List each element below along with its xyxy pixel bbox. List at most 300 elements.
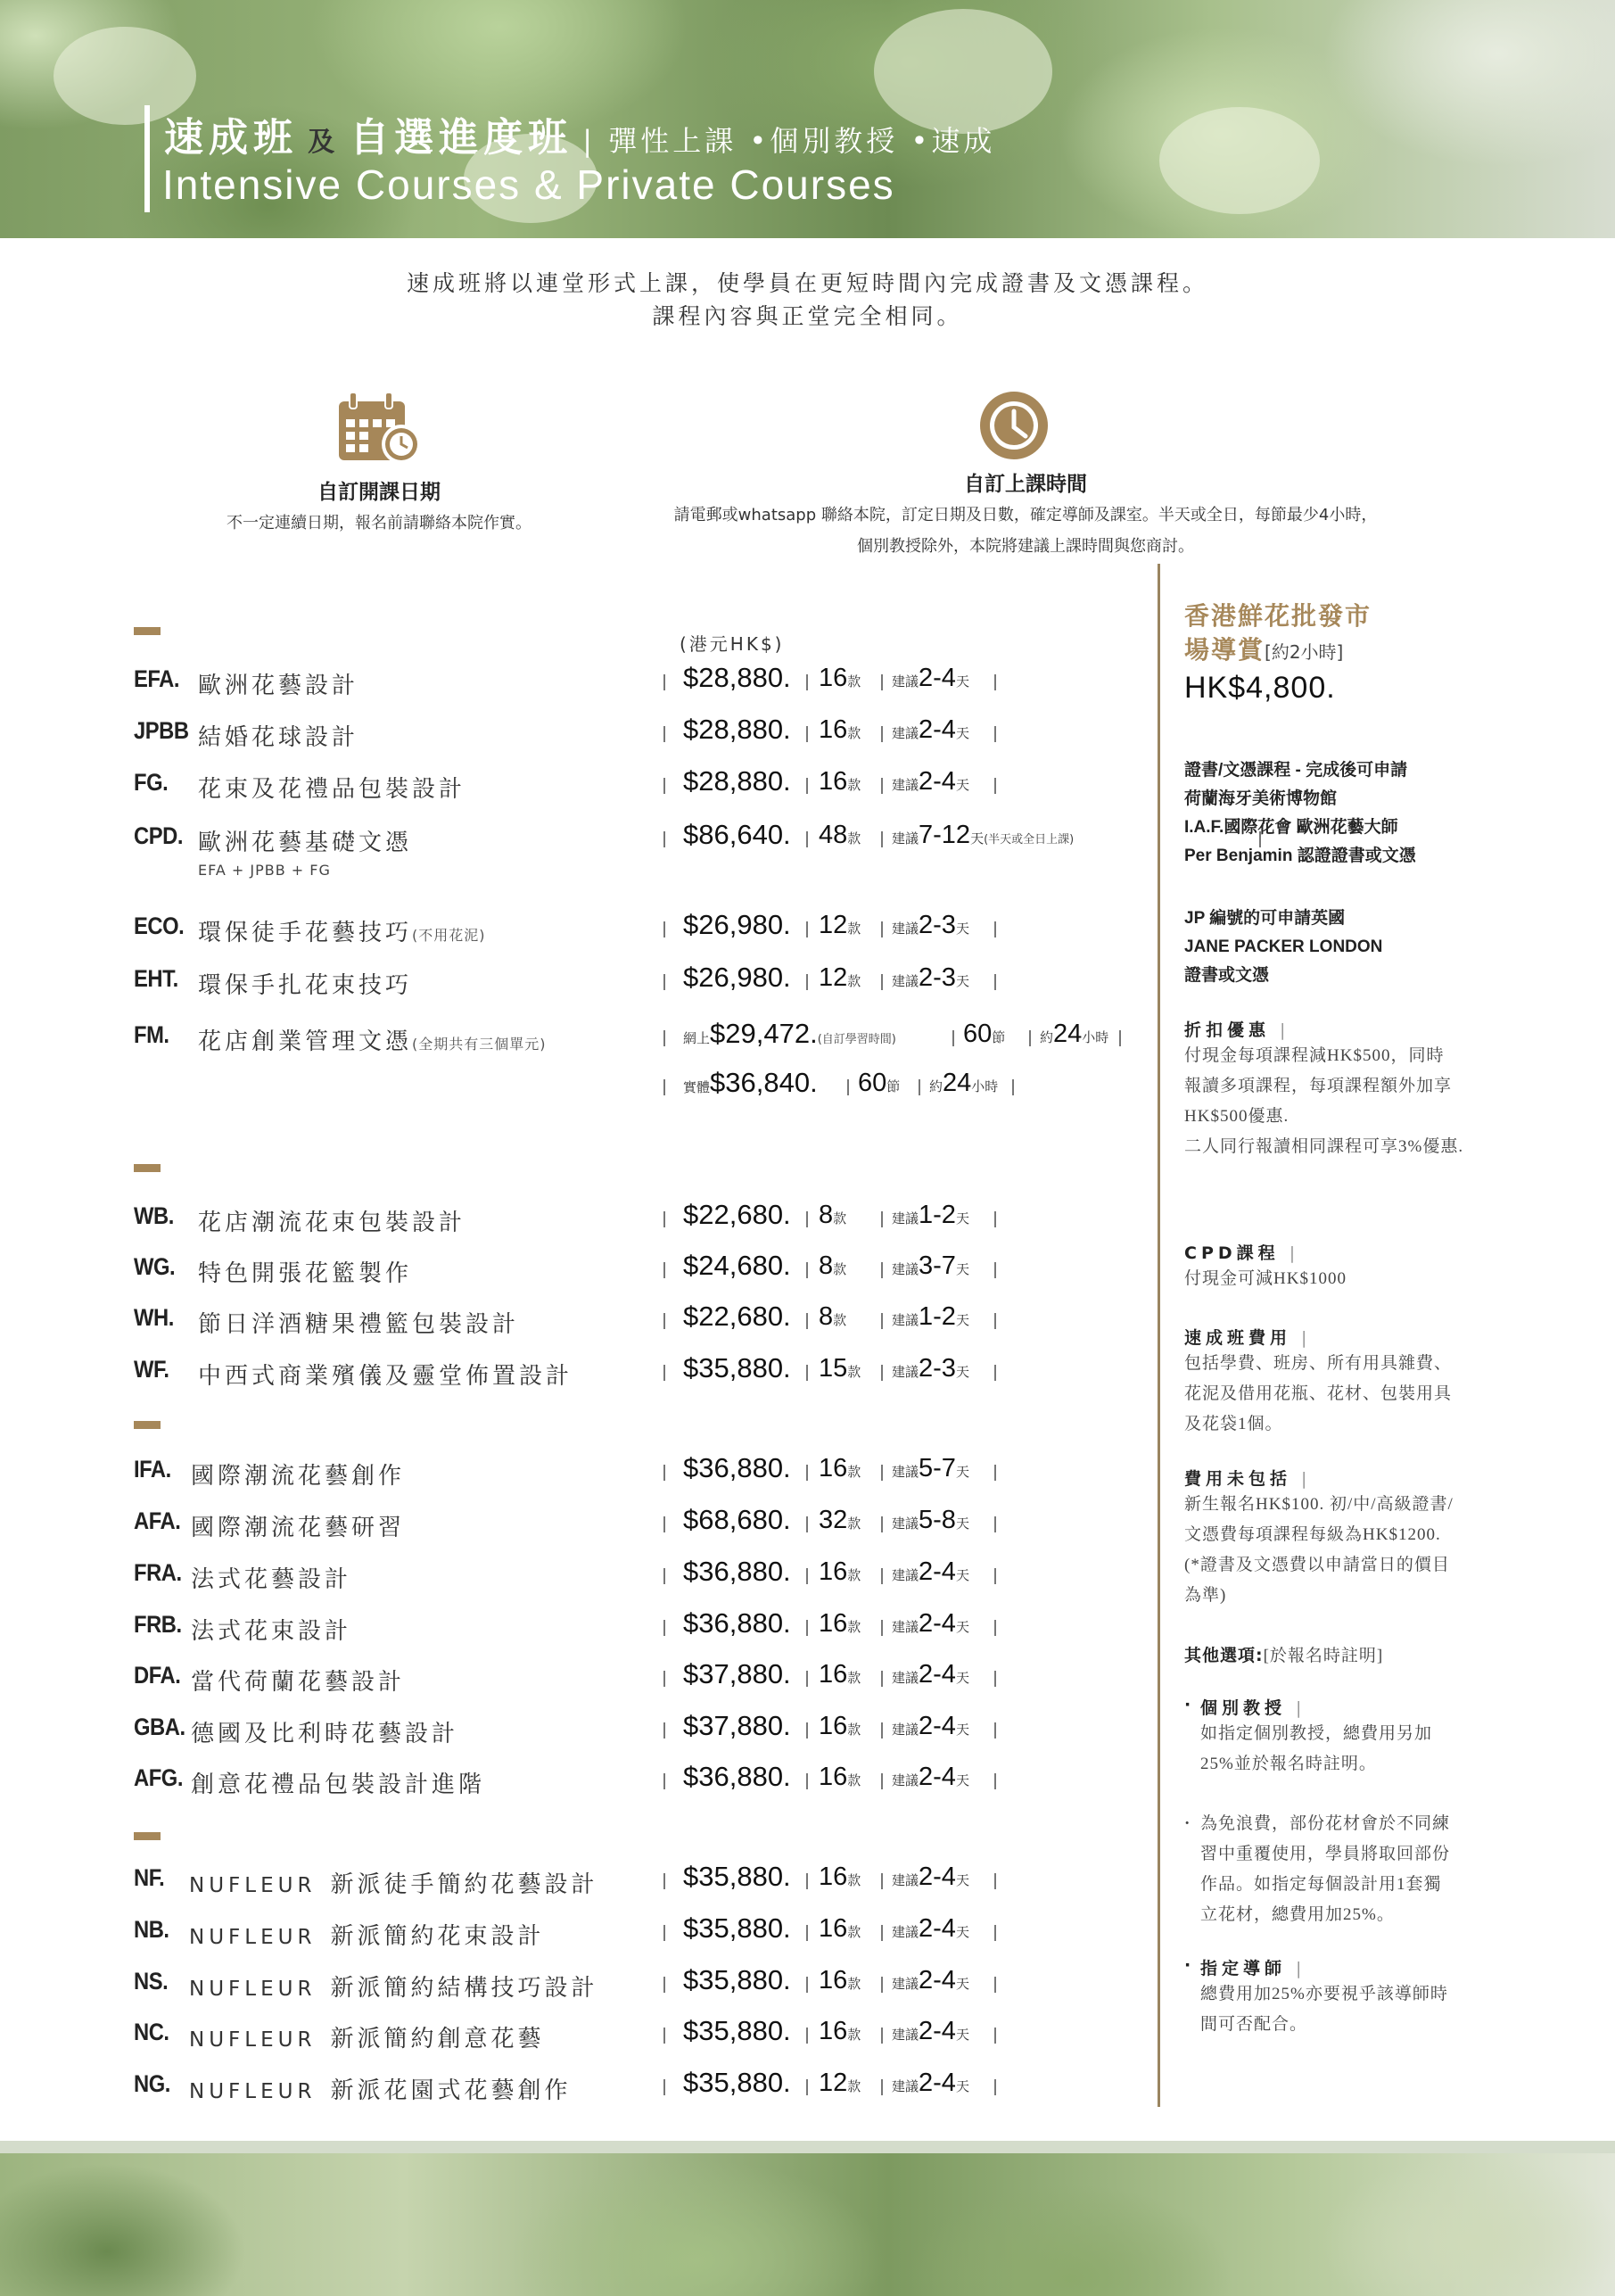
separator xyxy=(952,1030,954,1046)
pieces-value: 16 xyxy=(819,1660,848,1689)
fm-physical-price xyxy=(683,1067,818,1099)
suggest-label: 建議 xyxy=(892,1976,919,1992)
section-marker xyxy=(134,1164,161,1172)
course-price: $26,980. xyxy=(683,909,791,940)
course-note: (不用花泥) xyxy=(412,927,486,944)
course-pieces xyxy=(819,1251,846,1281)
course-days xyxy=(892,1660,969,1689)
days-value: 2-4 xyxy=(919,2017,956,2045)
excluded-line: 新生報名HK$100. 初/中/高級證書/ xyxy=(1184,1495,1454,1514)
course-code: FRB. xyxy=(134,1611,182,1638)
cert-line: 證書/文憑課程 - 完成後可申請 xyxy=(1184,761,1408,780)
separator xyxy=(806,921,808,937)
course-name-text: 花店創業管理文憑 xyxy=(198,1028,413,1055)
days-value: 2-4 xyxy=(919,1862,956,1891)
course-days xyxy=(892,963,969,993)
separator xyxy=(663,1313,665,1329)
course-price: $24,680. xyxy=(683,1250,791,1281)
separator xyxy=(994,1365,996,1381)
separator xyxy=(994,1262,996,1278)
course-name-text: 德國及比利時花藝設計 xyxy=(191,1721,459,1747)
pieces-value: 16 xyxy=(819,715,848,744)
course-days xyxy=(892,1712,969,1741)
course-code: GBA. xyxy=(134,1714,185,1740)
days-value: 7-12 xyxy=(919,821,971,849)
day-unit: 天 xyxy=(970,830,985,847)
separator xyxy=(881,726,883,742)
cpd-title-text: CPD課程 xyxy=(1184,1243,1280,1263)
separator xyxy=(663,1873,665,1889)
days-value: 2-4 xyxy=(919,767,956,796)
course-name-text: 新派簡約創意花藝 xyxy=(330,2026,545,2052)
feature-title-class-time: 自訂上課時間 xyxy=(964,473,1087,496)
about-label: 約 xyxy=(1040,1029,1054,1045)
separator xyxy=(881,1671,883,1687)
clock-icon xyxy=(978,390,1050,461)
course-name xyxy=(191,1509,405,1542)
suggest-label: 建議 xyxy=(892,921,919,937)
separator xyxy=(994,1620,996,1636)
sidebar-cpd xyxy=(1184,1240,1523,1294)
suggest-label: 建議 xyxy=(892,673,919,690)
column-divider xyxy=(1158,564,1160,2107)
tour-title-1: 香港鮮花批發市 xyxy=(1184,601,1372,631)
course-pieces xyxy=(819,1914,861,1944)
separator xyxy=(806,1977,808,1993)
course-brand: NUFLEUR xyxy=(189,2028,317,2052)
cert-line: I.A.F.國際花會 歐洲花藝大師 xyxy=(1184,818,1398,837)
suggest-label: 建議 xyxy=(892,1464,919,1480)
feature-desc-class-time-1: 請電郵或whatsapp 聯絡本院，訂定日期及日數，確定導師及課室。半天或全日，每節最少4小時， xyxy=(673,506,1378,524)
sidebar-option-tutor xyxy=(1184,1955,1523,2040)
course-name-text: 國際潮流花藝創作 xyxy=(191,1463,406,1490)
tour-price: HK$4,800. xyxy=(1184,671,1336,705)
separator xyxy=(994,1568,996,1584)
course-name xyxy=(198,719,358,752)
separator xyxy=(806,2028,808,2044)
suggest-label: 建議 xyxy=(892,830,919,847)
hour-unit: 小時 xyxy=(971,1078,999,1094)
separator xyxy=(881,1620,883,1636)
pieces-unit: 款 xyxy=(833,1210,847,1226)
jp-line: 證書或文憑 xyxy=(1184,966,1270,985)
pieces-value: 16 xyxy=(819,2017,848,2045)
pieces-unit: 款 xyxy=(847,830,861,847)
pieces-value: 16 xyxy=(819,1557,848,1586)
option-line: 總費用加25%亦要視乎該導師時 xyxy=(1200,1985,1448,2003)
hour-unit: 小時 xyxy=(1082,1029,1109,1045)
separator xyxy=(881,1977,883,1993)
separator xyxy=(881,921,883,937)
day-unit: 天 xyxy=(955,1210,969,1226)
feature-title-start-date: 自訂開課日期 xyxy=(317,481,441,504)
course-price: $35,880. xyxy=(683,1861,791,1892)
separator xyxy=(994,1873,996,1889)
course-code: AFA. xyxy=(134,1507,181,1534)
pieces-unit: 款 xyxy=(847,1670,861,1686)
course-price: $26,980. xyxy=(683,962,791,993)
days-extra: (半天或全日上課) xyxy=(984,833,1075,847)
days-value: 5-8 xyxy=(919,1506,956,1534)
sidebar-tour xyxy=(1184,599,1523,706)
course-price: $35,880. xyxy=(683,2067,791,2098)
pieces-unit: 款 xyxy=(847,1722,861,1738)
separator xyxy=(806,1262,808,1278)
days-value: 3-7 xyxy=(919,1251,956,1280)
pieces-value: 32 xyxy=(819,1506,848,1534)
separator xyxy=(994,1671,996,1687)
course-price: $86,640. xyxy=(683,819,791,850)
course-name xyxy=(189,1866,597,1899)
separator xyxy=(806,1516,808,1532)
separator xyxy=(663,1262,665,1278)
pieces-value: 15 xyxy=(819,1354,848,1383)
sessions-value: 60 xyxy=(858,1069,887,1097)
jp-line: JANE PACKER LONDON xyxy=(1184,937,1383,956)
day-unit: 天 xyxy=(955,1567,969,1583)
course-days xyxy=(892,1763,969,1792)
course-name xyxy=(198,1023,547,1056)
separator xyxy=(881,1365,883,1381)
suggest-label: 建議 xyxy=(892,1567,919,1583)
course-pieces xyxy=(819,1609,861,1639)
course-pieces xyxy=(819,1302,846,1332)
pieces-value: 16 xyxy=(819,1914,848,1943)
course-name xyxy=(191,1458,405,1491)
course-code: WB. xyxy=(134,1202,174,1229)
tour-title-2-line xyxy=(1184,633,1523,667)
day-unit: 天 xyxy=(955,725,969,741)
pieces-unit: 款 xyxy=(847,1872,861,1888)
option-private-title: · 個別教授 | xyxy=(1184,1695,1523,1719)
course-code: WH. xyxy=(134,1304,174,1331)
separator xyxy=(881,1313,883,1329)
other-title: 其他選項: xyxy=(1184,1646,1264,1665)
days-value: 2-4 xyxy=(919,1660,956,1689)
days-value: 2-3 xyxy=(919,963,956,992)
suggest-label: 建議 xyxy=(892,1261,919,1277)
course-price: $36,880. xyxy=(683,1761,791,1792)
course-code: NF. xyxy=(134,1864,165,1891)
day-unit: 天 xyxy=(955,1722,969,1738)
course-name xyxy=(189,2072,571,2105)
course-name-text: 法式花藝設計 xyxy=(191,1566,352,1593)
option-line: 25%並於報名時註明。 xyxy=(1200,1755,1377,1773)
physical-label: 實體 xyxy=(683,1079,711,1095)
separator xyxy=(806,1671,808,1687)
pieces-unit: 款 xyxy=(847,2027,861,2043)
course-pieces xyxy=(819,821,861,850)
course-pieces xyxy=(819,1763,861,1792)
course-price: $36,880. xyxy=(683,1607,791,1639)
pieces-value: 48 xyxy=(819,821,848,849)
separator xyxy=(806,1313,808,1329)
course-code: WF. xyxy=(134,1356,169,1383)
other-title-line xyxy=(1184,1641,1523,1672)
session-unit: 節 xyxy=(992,1029,1006,1045)
option-tutor-title: · 指定導師 | xyxy=(1184,1955,1523,1979)
sidebar-fee xyxy=(1184,1325,1523,1440)
course-name xyxy=(198,1204,466,1237)
suggest-label: 建議 xyxy=(892,2078,919,2094)
separator xyxy=(806,1465,808,1481)
tour-duration: [約2小時] xyxy=(1265,641,1344,663)
separator xyxy=(1012,1079,1014,1095)
separator xyxy=(663,1773,665,1789)
day-unit: 天 xyxy=(955,1670,969,1686)
days-value: 2-4 xyxy=(919,664,956,692)
title-part-2: 自選進度班 xyxy=(350,115,573,161)
course-name-text: 當代荷蘭花藝設計 xyxy=(191,1669,406,1696)
separator xyxy=(994,1211,996,1227)
option-line: 立花材，總費用加25%。 xyxy=(1200,1905,1395,1924)
separator xyxy=(806,726,808,742)
course-name-text: 環保徒手花藝技巧 xyxy=(198,920,413,946)
course-code: FG. xyxy=(134,769,169,796)
pieces-unit: 款 xyxy=(847,725,861,741)
suggest-label: 建議 xyxy=(892,725,919,741)
course-days xyxy=(892,1454,969,1483)
discount-line: 付現金每項課程減HK$500，同時 xyxy=(1184,1046,1445,1065)
hours-value: 24 xyxy=(1053,1020,1083,1048)
days-value: 1-2 xyxy=(919,1302,956,1331)
day-unit: 天 xyxy=(955,1464,969,1480)
day-unit: 天 xyxy=(955,1364,969,1380)
course-code: EHT. xyxy=(134,965,178,992)
course-name xyxy=(198,1306,519,1339)
pieces-value: 8 xyxy=(819,1201,834,1229)
intro-line-2: 課程內容與正堂完全相同。 xyxy=(652,303,963,329)
separator xyxy=(663,1977,665,1993)
pieces-unit: 款 xyxy=(847,673,861,690)
course-subtitle: EFA + JPBB + FG xyxy=(198,862,331,879)
jp-line: JP 編號的可申請英國 xyxy=(1184,909,1346,928)
course-name xyxy=(198,1255,412,1288)
course-days xyxy=(892,2069,969,2098)
course-price: $22,680. xyxy=(683,1199,791,1230)
separator xyxy=(994,1313,996,1329)
sidebar-option-private xyxy=(1184,1695,1523,1780)
separator xyxy=(881,778,883,794)
day-unit: 天 xyxy=(955,1872,969,1888)
separator xyxy=(806,1722,808,1739)
fm-physical-hours xyxy=(929,1069,998,1098)
sidebar-jp xyxy=(1184,904,1523,990)
course-days xyxy=(892,1609,969,1639)
separator xyxy=(663,1620,665,1636)
days-value: 2-4 xyxy=(919,1557,956,1586)
separator xyxy=(881,1516,883,1532)
pieces-value: 16 xyxy=(819,1712,848,1740)
course-days xyxy=(892,767,969,797)
course-name-text: 花店潮流花束包裝設計 xyxy=(198,1210,466,1236)
pieces-value: 8 xyxy=(819,1251,834,1280)
course-pieces xyxy=(819,1660,861,1689)
pieces-value: 16 xyxy=(819,767,848,796)
separator xyxy=(881,1873,883,1889)
separator xyxy=(994,1773,996,1789)
excluded-line: 文憑費每項課程每級為HK$1200. xyxy=(1184,1525,1441,1544)
cpd-line: 付現金可減HK$1000 xyxy=(1184,1269,1347,1288)
course-pieces xyxy=(819,1862,861,1892)
course-name-text: 創意花禮品包裝設計進階 xyxy=(191,1772,486,1798)
course-name xyxy=(198,1358,573,1391)
section-marker xyxy=(134,1421,161,1429)
pieces-value: 16 xyxy=(819,664,848,692)
pieces-value: 12 xyxy=(819,911,848,939)
online-label: 網上 xyxy=(683,1030,711,1046)
discount-line: HK$500優惠. xyxy=(1184,1107,1290,1126)
days-value: 2-4 xyxy=(919,1763,956,1791)
sidebar-discount xyxy=(1184,1017,1523,1162)
course-name xyxy=(189,1918,544,1951)
pieces-value: 16 xyxy=(819,1966,848,1995)
days-value: 2-3 xyxy=(919,911,956,939)
suggest-label: 建議 xyxy=(892,2027,919,2043)
course-name-text: 新派簡約花束設計 xyxy=(330,1923,545,1950)
course-days xyxy=(892,715,969,745)
separator xyxy=(663,1030,665,1046)
course-name-text: 法式花束設計 xyxy=(191,1618,352,1645)
suggest-label: 建議 xyxy=(892,1924,919,1940)
course-days xyxy=(892,1914,969,1944)
separator xyxy=(806,1365,808,1381)
feature-desc-class-time-2: 個別教授除外，本院將建議上課時間與您商討。 xyxy=(857,537,1194,556)
course-note: (全期共有三個單元) xyxy=(412,1036,547,1053)
option-line: 如指定個別教授，總費用另加 xyxy=(1200,1724,1433,1743)
separator xyxy=(994,1925,996,1941)
course-name-text: 國際潮流花藝研習 xyxy=(191,1515,406,1541)
separator xyxy=(994,974,996,990)
suggest-label: 建議 xyxy=(892,973,919,989)
course-brand: NUFLEUR xyxy=(189,1978,317,2001)
pieces-unit: 款 xyxy=(847,921,861,937)
separator xyxy=(663,726,665,742)
excluded-title-text: 費用未包括 xyxy=(1184,1469,1292,1489)
course-price: $35,880. xyxy=(683,1352,791,1383)
excluded-line: 為準) xyxy=(1184,1586,1227,1605)
suggest-label: 建議 xyxy=(892,1670,919,1686)
course-code: NS. xyxy=(134,1968,169,1995)
bottom-banner xyxy=(0,2141,1615,2296)
course-code: NB. xyxy=(134,1916,169,1943)
day-unit: 天 xyxy=(955,1312,969,1328)
course-days xyxy=(892,1506,969,1535)
day-unit: 天 xyxy=(955,2027,969,2043)
title-bar xyxy=(144,105,150,212)
suggest-label: 建議 xyxy=(892,1619,919,1635)
separator xyxy=(994,2079,996,2095)
course-price: $22,680. xyxy=(683,1301,791,1332)
course-pieces xyxy=(819,963,861,993)
cert-line: 荷蘭海牙美術博物館 xyxy=(1184,789,1338,808)
days-value: 2-3 xyxy=(919,1354,956,1383)
separator xyxy=(663,1671,665,1687)
separator xyxy=(663,2079,665,2095)
course-name-text: 特色開張花籃製作 xyxy=(198,1260,413,1287)
fee-line: 花泥及借用花瓶、花材、包裝用具 xyxy=(1184,1384,1453,1403)
flower-petal xyxy=(1159,107,1320,214)
days-value: 2-4 xyxy=(919,2069,956,2097)
course-code: IFA. xyxy=(134,1456,171,1482)
course-pieces xyxy=(819,767,861,797)
course-price: $35,880. xyxy=(683,2015,791,2046)
separator xyxy=(663,674,665,690)
course-name-text: 歐洲花藝基礎文憑 xyxy=(198,830,413,856)
option-line: 間可否配合。 xyxy=(1200,2015,1308,2034)
fm-online-sessions xyxy=(963,1020,1005,1049)
option-tutor-title-text: 指定導師 xyxy=(1200,1959,1287,1978)
day-unit: 天 xyxy=(955,673,969,690)
separator xyxy=(663,974,665,990)
separator xyxy=(663,2028,665,2044)
calendar-clock-icon xyxy=(335,389,426,467)
intro-line-1: 速成班將以連堂形式上課，使學員在更短時間內完成證書及文憑課程。 xyxy=(406,270,1208,296)
pieces-value: 16 xyxy=(819,1763,848,1791)
fee-title: 速成班費用 | xyxy=(1184,1328,1312,1348)
separator xyxy=(663,1516,665,1532)
course-price: $36,880. xyxy=(683,1452,791,1483)
course-days xyxy=(892,1557,969,1587)
online-price-value: $29,472. xyxy=(710,1018,818,1049)
suggest-label: 建議 xyxy=(892,1364,919,1380)
option-line: 習中重覆使用，學員將取回部份 xyxy=(1200,1845,1451,1863)
separator xyxy=(919,1079,920,1095)
pieces-unit: 款 xyxy=(847,777,861,793)
pieces-unit: 款 xyxy=(847,1924,861,1940)
price-currency-header: (港元HK$) xyxy=(680,633,785,655)
suggest-label: 建議 xyxy=(892,1210,919,1226)
course-name xyxy=(198,914,486,947)
pieces-unit: 款 xyxy=(833,1261,847,1277)
course-days xyxy=(892,1302,969,1332)
course-name-text: 中西式商業殯儀及靈堂佈置設計 xyxy=(198,1363,573,1390)
course-pieces xyxy=(819,1354,861,1383)
separator xyxy=(881,1262,883,1278)
day-unit: 天 xyxy=(955,1772,969,1788)
course-brand: NUFLEUR xyxy=(189,1926,317,1949)
course-days xyxy=(892,664,969,693)
course-days xyxy=(892,911,969,940)
separator xyxy=(994,1722,996,1739)
separator xyxy=(806,2079,808,2095)
course-days xyxy=(892,1201,969,1230)
course-code: FM. xyxy=(134,1021,169,1048)
separator xyxy=(806,1773,808,1789)
section-marker xyxy=(134,1832,161,1840)
separator xyxy=(881,674,883,690)
course-days xyxy=(892,1354,969,1383)
course-name xyxy=(191,1613,351,1646)
separator xyxy=(994,674,996,690)
course-name-text: 新派花園式花藝創作 xyxy=(330,2077,572,2104)
course-code: JPBB xyxy=(134,717,189,744)
days-value: 1-2 xyxy=(919,1201,956,1229)
days-value: 2-4 xyxy=(919,1966,956,1995)
separator xyxy=(663,778,665,794)
pieces-value: 16 xyxy=(819,1454,848,1482)
course-name xyxy=(191,1766,485,1799)
fee-line: 包括學費、班房、所有用具雜費、 xyxy=(1184,1354,1453,1373)
pieces-unit: 款 xyxy=(847,1772,861,1788)
course-pieces xyxy=(819,1966,861,1995)
separator xyxy=(1029,1030,1031,1046)
separator xyxy=(806,778,808,794)
course-pieces xyxy=(819,1201,846,1230)
course-price: $37,880. xyxy=(683,1710,791,1741)
fee-title-text: 速成班費用 xyxy=(1184,1328,1292,1348)
physical-price-value: $36,840. xyxy=(710,1067,818,1098)
